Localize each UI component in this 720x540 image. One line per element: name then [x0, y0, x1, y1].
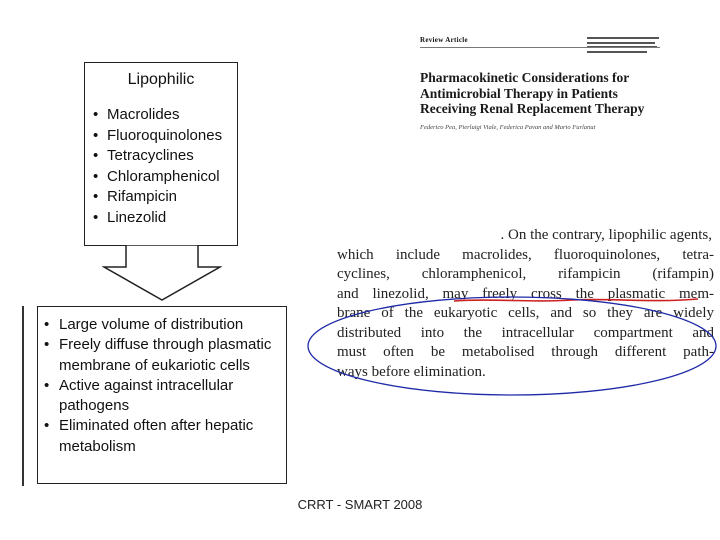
property-list	[38, 307, 286, 457]
slide-footer: CRRT - SMART 2008	[297, 497, 423, 512]
property-item: • Large volume of distribution	[44, 315, 286, 335]
article-title-line: Receiving Renal Replacement Therapy	[420, 101, 645, 116]
drug-item: • Linezolid	[93, 208, 222, 229]
drug-item: • Tetracyclines	[93, 146, 222, 167]
excerpt-line: cyclines, chloramphenicol, rifampicin (rifampin)	[337, 266, 714, 282]
article-title-line: Antimicrobial Therapy in Patients	[420, 85, 618, 101]
article-type-label: Review Article	[420, 36, 468, 44]
drug-item: • Chloramphenicol	[93, 167, 222, 188]
box-title: Lipophilic	[127, 71, 195, 88]
excerpt-line: must often be metabolised through different path-	[337, 344, 714, 360]
drug-item: • Macrolides	[93, 105, 222, 126]
highlight-ellipse-annotation	[305, 294, 720, 398]
excerpt-line: distributed into the intracellular compartment and	[337, 324, 714, 341]
header-rule	[420, 47, 660, 48]
excerpt-line: and linezolid, may freely cross the plasmatic mem-	[337, 285, 714, 302]
excerpt-line: which include macrolides, fluoroquinolones, tetra-	[337, 246, 714, 263]
excerpt-line: ways before elimination.	[337, 363, 486, 380]
journal-meta-lines	[587, 37, 659, 55]
properties-box	[37, 306, 287, 484]
article-title-line: Pharmacokinetic Considerations for	[420, 70, 630, 85]
drug-item: • Fluoroquinolones	[93, 126, 222, 147]
article-title	[420, 70, 644, 117]
property-item: • Active against intracellular pathogens	[44, 376, 286, 417]
drug-item: • Rifampicin	[93, 187, 222, 208]
excerpt-line: brane of the eukaryotic cells, and so they are widely	[337, 305, 714, 321]
left-divider-line	[22, 306, 24, 486]
property-item: • Freely diffuse through plasmatic membrane of eukariotic cells	[44, 335, 286, 376]
drug-list	[93, 105, 222, 228]
excerpt-line: . On the contrary, lipophilic agents,	[500, 227, 712, 243]
lipophilic-drugs-box	[84, 62, 238, 246]
down-arrow-icon	[102, 245, 222, 301]
article-authors: Federico Pea, Pierluigi Viale, Federica Pavan and Mario Furlanut	[420, 124, 596, 131]
property-item: • Eliminated often after hepatic metabolism	[44, 416, 286, 457]
